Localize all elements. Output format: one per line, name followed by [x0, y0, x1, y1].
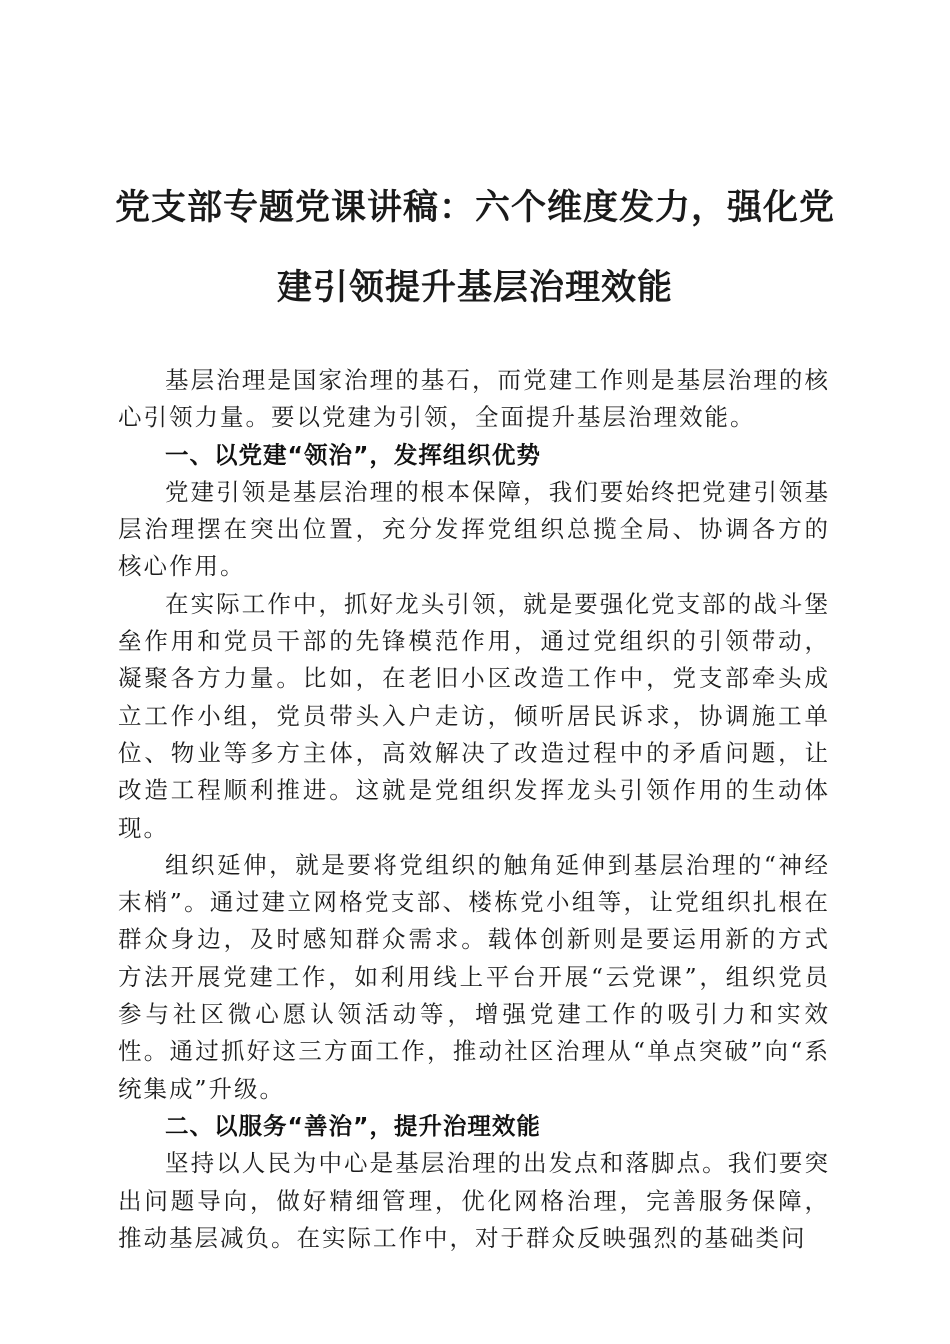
section-heading-1: 一、以党建“领治”，发挥组织优势: [165, 440, 541, 469]
body-paragraph: 在实际工作中，抓好龙头引领，就是要强化党支部的战斗堡垒作用和党员干部的先锋模范作用，通过党组织的引领带动，凝聚各方力量。比如，在老旧小区改造工作中，党支部牵头成立工作小组，党员带头入户走访，倾听居民诉求，协调施工单位、物业等多方主体，高效解决了改造过程中的矛盾问题，让改造工程顺利推进。这就是党组织发挥龙头引领作用的生动体现。: [118, 589, 830, 842]
title-line-1: 党支部专题党课讲稿：六个维度发力，强化党: [114, 187, 835, 228]
intro-paragraph: 基层治理是国家治理的基石，而党建工作则是基层治理的核心引领力量。要以党建为引领，全面提升基层治理效能。: [118, 366, 830, 432]
body-paragraph: 党建引领是基层治理的根本保障，我们要始终把党建引领基层治理摆在突出位置，充分发挥党组织总揽全局、协调各方的核心作用。: [118, 477, 830, 581]
document-body: [118, 362, 830, 1257]
body-paragraph: 坚持以人民为中心是基层治理的出发点和落脚点。我们要突出问题导向，做好精细管理，优化网格治理，完善服务保障，推动基层减负。在实际工作中，对于群众反映强烈的基础类问: [118, 1149, 830, 1252]
section-heading-2: 二、以服务“善治”，提升治理效能: [165, 1111, 541, 1140]
document-title: [110, 168, 840, 328]
body-paragraph: 组织延伸，就是要将党组织的触角延伸到基层治理的“神经末梢”。通过建立网格党支部、楼栋党小组等，让党组织扎根在群众身边，及时感知群众需求。载体创新则是要运用新的方式方法开展党建工作，如利用线上平台开展“云党课”，组织党员参与社区微心愿认领活动等，增强党建工作的吸引力和实效性。通过抓好这三方面工作，推动社区治理从“单点突破”向“系统集成”升级。: [118, 850, 830, 1103]
title-line-2: 建引领提升基层治理效能: [276, 267, 673, 308]
